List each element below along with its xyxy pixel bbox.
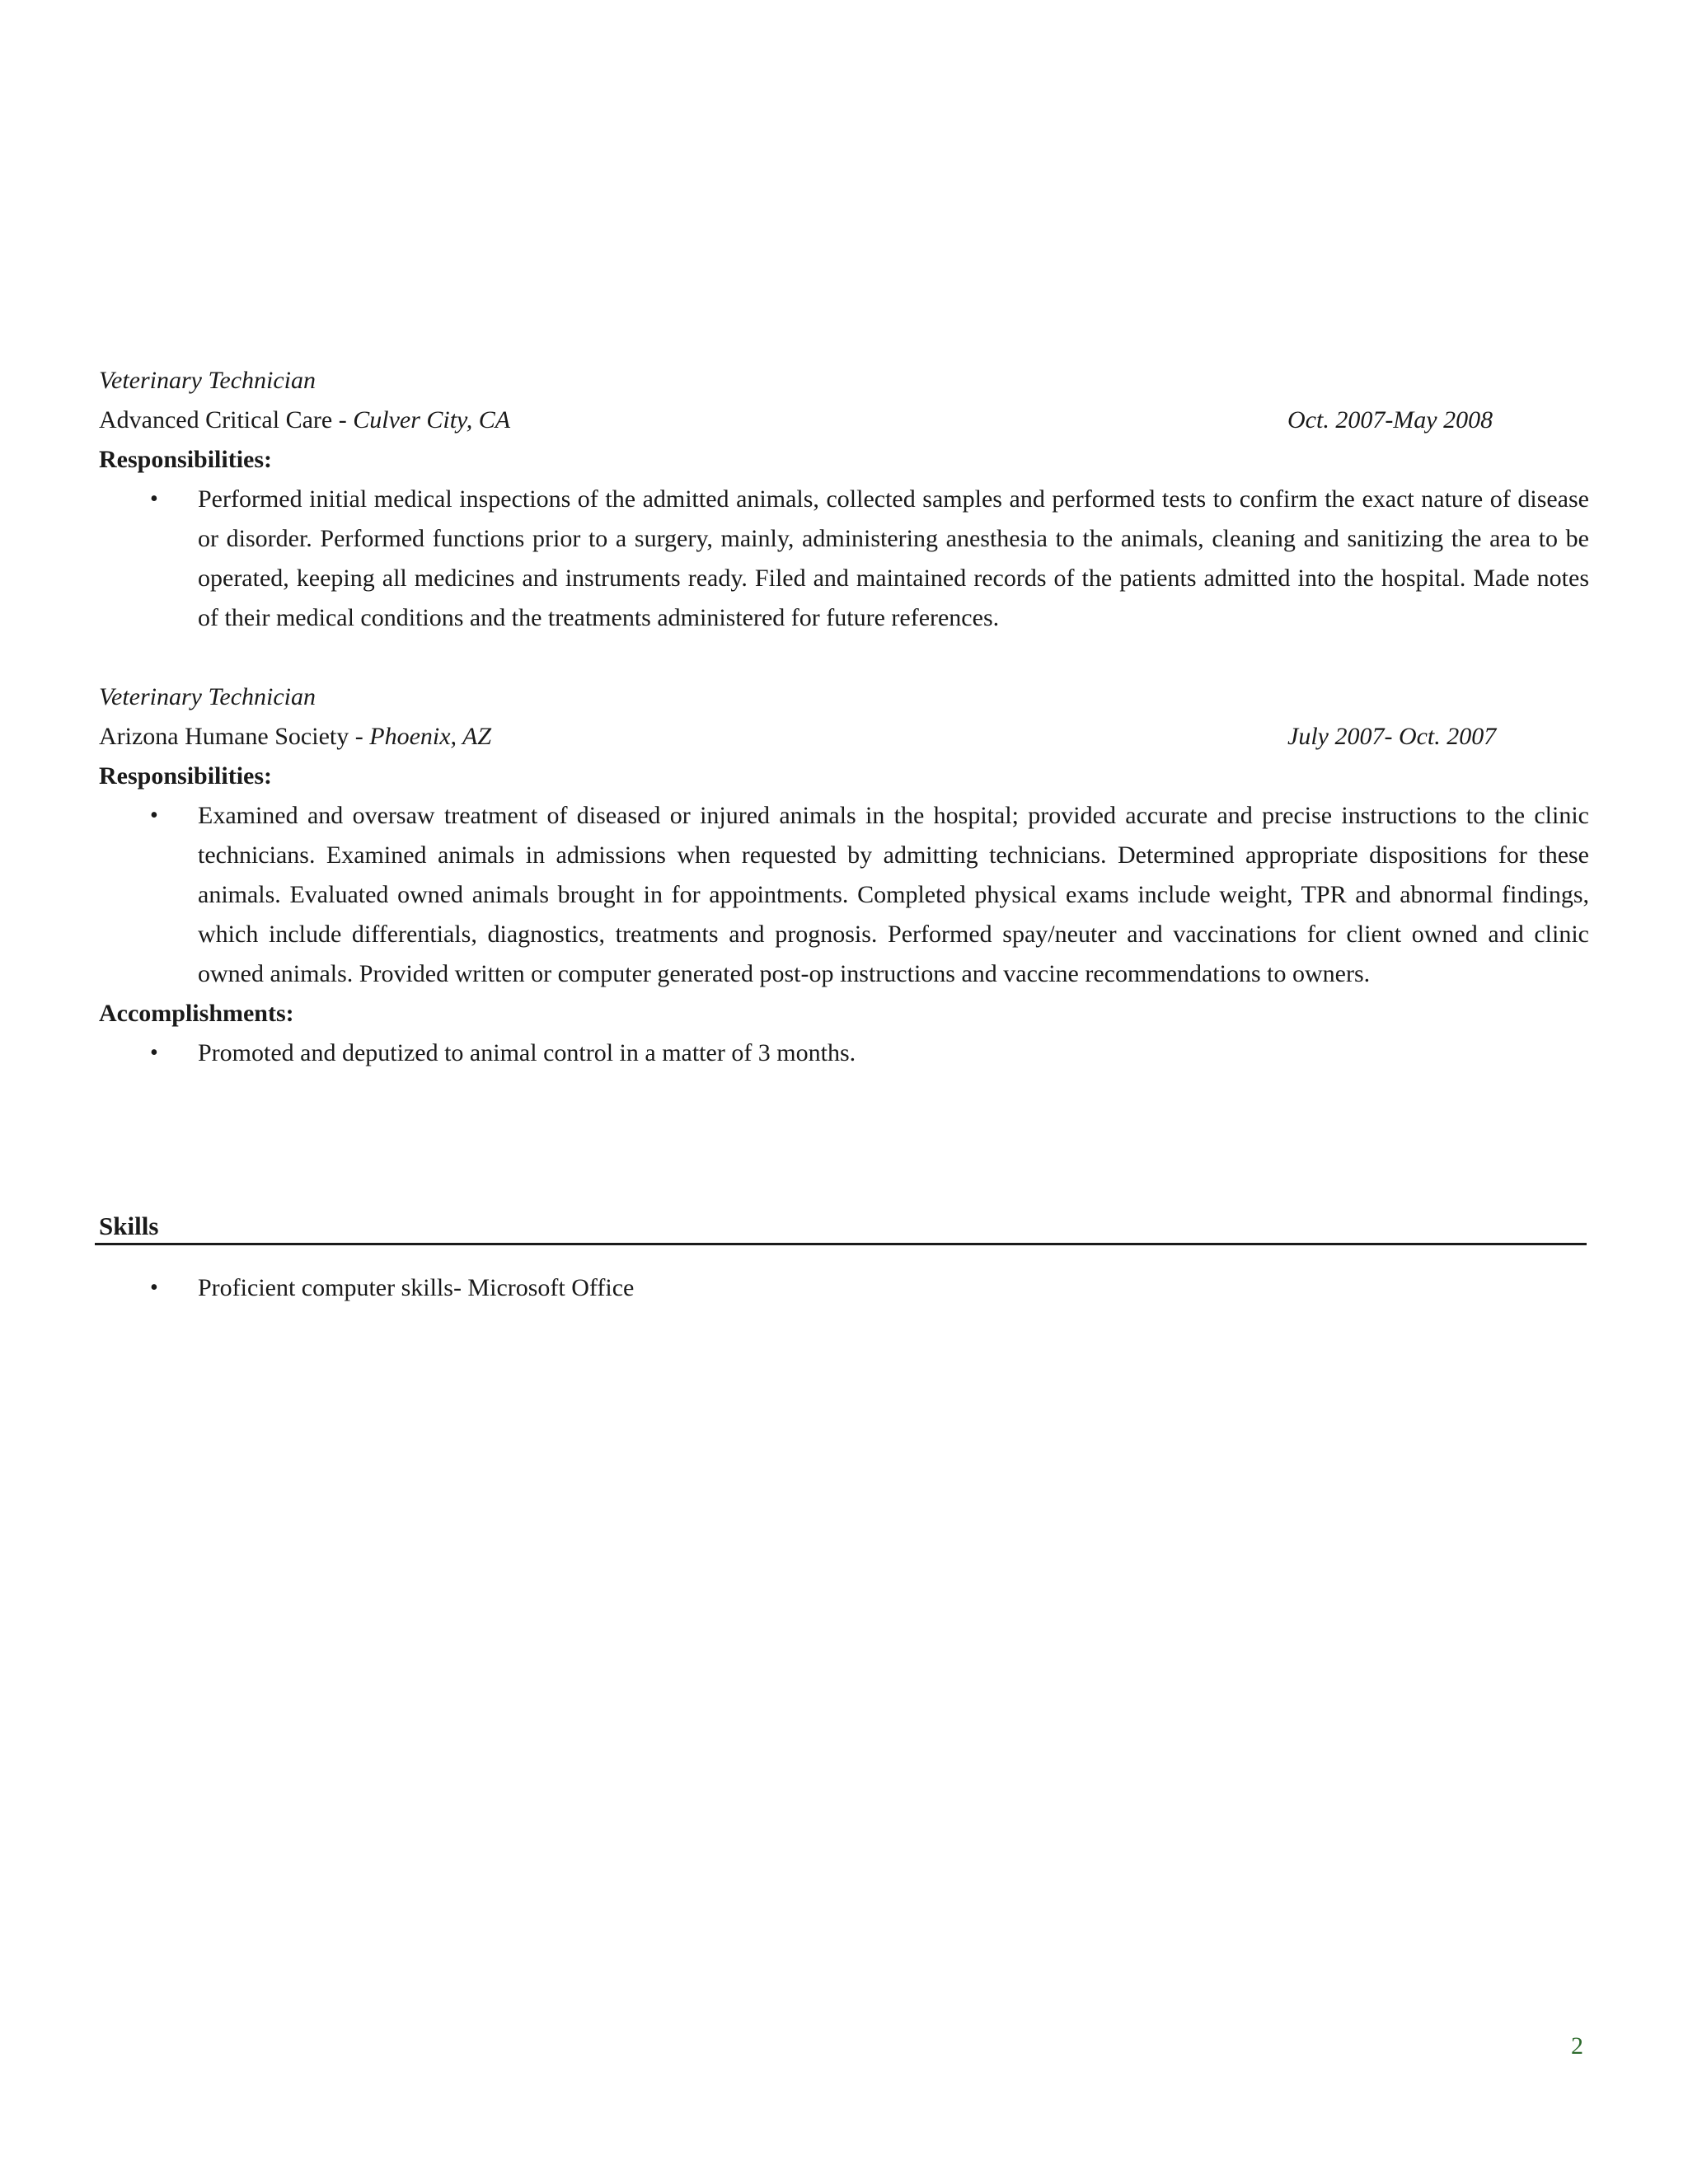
list-item xyxy=(99,796,1589,994)
employer-location: Phoenix, AZ xyxy=(369,723,492,750)
employer-line xyxy=(99,401,1589,440)
bullet-text: Performed initial medical inspections of the admitted animals, collected samples and performed tests to confirm the exact nature of disease or disorder. Performed functions prior to a surgery, mainly, administering anesthesia to the animals, cleaning and sanitizing the area to be operated, keeping all medicines and instruments ready. Filed and maintained records of the patients admitted into the hospital. Made notes of their medical conditions and the treatments administered for future references. xyxy=(198,485,1589,631)
employer-name: Advanced Critical Care xyxy=(99,406,333,434)
responsibilities-list xyxy=(99,796,1589,994)
employment-dates: Oct. 2007-May 2008 xyxy=(1287,406,1493,434)
employer-separator: - xyxy=(332,406,354,434)
responsibilities-label: Responsibilities: xyxy=(99,762,273,790)
job-title: Veterinary Technician xyxy=(99,683,316,710)
page-number: 2 xyxy=(1571,2032,1583,2060)
bullet-text: Proficient computer skills- Microsoft Office xyxy=(198,1274,635,1301)
skills-heading: Skills xyxy=(95,1210,1587,1245)
list-item xyxy=(99,480,1589,638)
bullet-icon: • xyxy=(150,803,158,828)
accomplishments-label: Accomplishments: xyxy=(99,1000,294,1027)
bullet-icon: • xyxy=(150,1275,158,1301)
experience-section xyxy=(99,361,1589,1073)
employer-name: Arizona Humane Society xyxy=(99,723,349,750)
job-title: Veterinary Technician xyxy=(99,367,316,394)
bullet-icon: • xyxy=(150,1040,158,1066)
responsibilities-label: Responsibilities: xyxy=(99,446,273,473)
list-item xyxy=(95,1268,1587,1308)
job-entry xyxy=(99,361,1589,638)
employer-location: Culver City, CA xyxy=(353,406,511,434)
employer-separator: - xyxy=(349,723,370,750)
bullet-text: Examined and oversaw treatment of diseased or injured animals in the hospital; provided accurate and precise instructions to the clinic technicians. Examined animals in admissions when requested by admitting technicians. Determined appropriate dispositions for these animals. Evaluated owned animals brought in for appointments. Completed physical exams include weight, TPR and abnormal findings, which include differentials, diagnostics, treatments and prognosis. Performed spay/neuter and vaccinations for client owned and clinic owned animals. Provided written or computer generated post-op instructions and vaccine recommendations to owners. xyxy=(198,802,1589,987)
job-entry xyxy=(99,677,1589,1073)
skills-list xyxy=(95,1268,1587,1308)
bullet-icon: • xyxy=(150,486,158,512)
list-item xyxy=(99,1033,1589,1073)
accomplishments-list xyxy=(99,1033,1589,1073)
skills-section xyxy=(95,1210,1587,1308)
bullet-text: Promoted and deputized to animal control in a matter of 3 months. xyxy=(198,1039,856,1066)
employer-line xyxy=(99,717,1589,757)
responsibilities-list xyxy=(99,480,1589,638)
employment-dates: July 2007- Oct. 2007 xyxy=(1287,723,1497,750)
